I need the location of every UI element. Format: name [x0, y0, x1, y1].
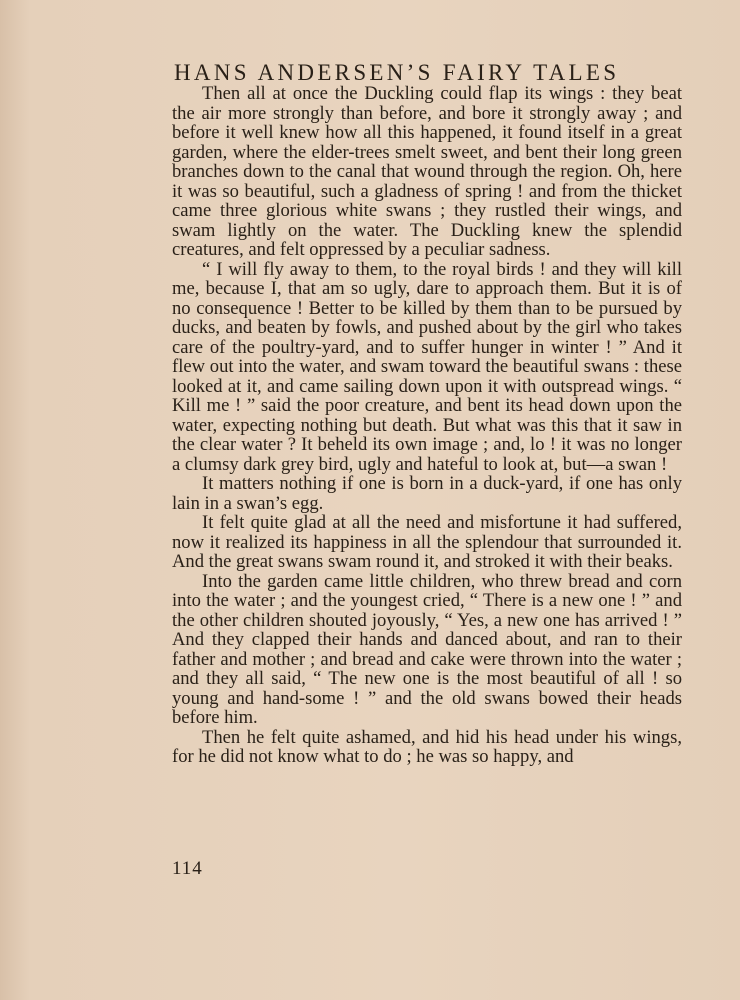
paragraph: “ I will fly away to them, to the royal birds ! and they will kill me, because I, that am so ugly, dare to approach them. But it is of no consequence ! Better to be killed by them than to be pursued by ducks, and beaten by fowls, and pushed about by the girl who takes care of the poultry-yard, and to suffer hunger in winter ! ” And it flew out into the water, and swam toward the beautiful swans : these looked at it, and came sailing down upon it with outspread wings. “ Kill me ! ” said the poor creature, and bent its head down upon the water, expecting nothing but death. But what was this that it saw in the clear water ? It beheld its own image ; and, lo ! it was no longer a clumsy dark grey bird, ugly and hateful to look at, but—a swan !: [172, 258, 682, 475]
body-text: [172, 84, 682, 767]
paragraph: Then he felt quite ashamed, and hid his head under his wings, for he did not know what to do ; he was so happy, and: [172, 726, 682, 767]
page-number: 114: [172, 858, 203, 879]
paragraph: Then all at once the Duckling could flap its wings : they beat the air more strongly than before, and bore it strongly away ; and before it well knew how all this happened, it found itself in a great garden, where the elder-trees smelt sweet, and bent their long green branches down to the canal that wound through the region. Oh, here it was so beautiful, such a gladness of spring ! and from the thicket came three glorious white swans ; they rustled their wings, and swam lightly on the water. The Duckling knew the splendid creatures, and felt oppressed by a peculiar sadness.: [172, 83, 682, 260]
paragraph: It felt quite glad at all the need and misfortune it had suffered, now it realized its happiness in all the splendour that surrounded it. And the great swans swam round it, and stroked it with their beaks.: [172, 512, 682, 572]
paragraph: It matters nothing if one is born in a duck-yard, if one has only lain in a swan’s egg.: [172, 473, 682, 514]
paragraph: Into the garden came little children, who threw bread and corn into the water ; and the youngest cried, “ There is a new one ! ” and the other children shouted joyously, “ Yes, a new one has arrived ! ” And they clapped their hands and danced about, and ran to their father and mother ; and bread and cake were thrown into the water ; and they all said, “ The new one is the most beautiful of all ! so young and hand-some ! ” and the old swans bowed their heads before him.: [172, 570, 682, 728]
running-head: HANS ANDERSEN’S FAIRY TALES: [174, 60, 620, 85]
